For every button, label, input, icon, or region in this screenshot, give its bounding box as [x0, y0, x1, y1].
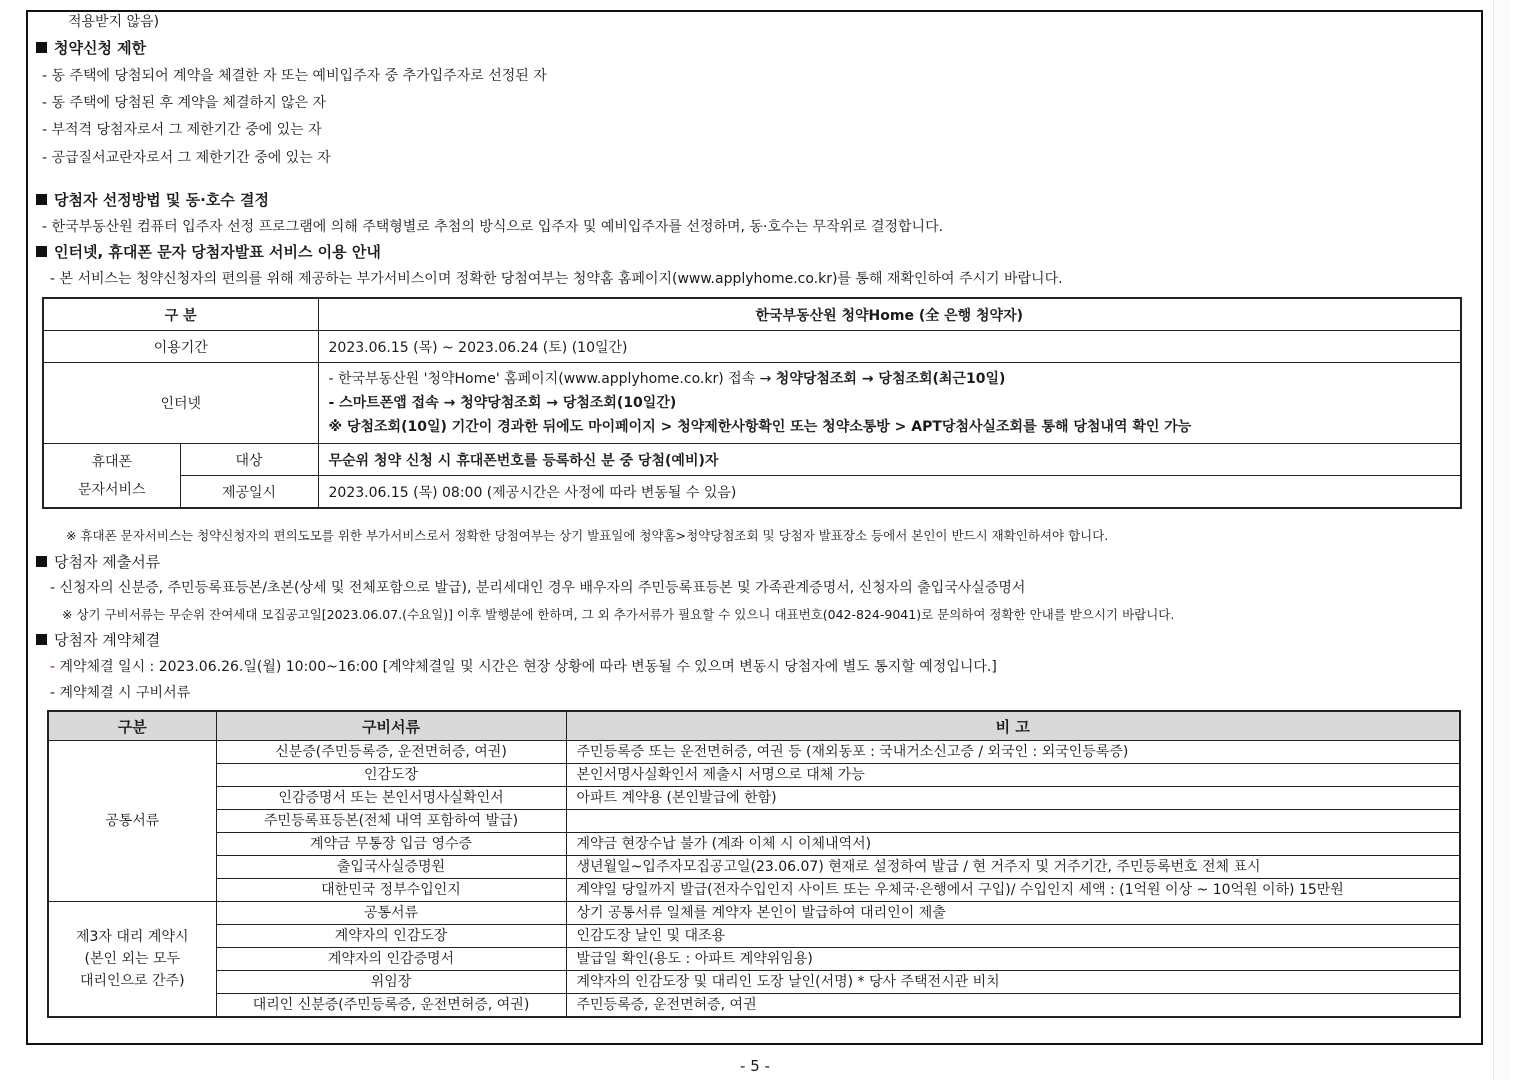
- continued-text: 적용받지 않음): [68, 14, 160, 30]
- internet-line-1: - 한국부동산원 '청약Home' 홈페이지(www.applyhome.co.kr) 접속 →: [328, 371, 776, 387]
- header-gubun: 구 분: [43, 298, 318, 331]
- table-row: [43, 476, 1461, 509]
- doc-cell: 대리인 신분증(주민등록증, 운전면허증, 여권): [216, 994, 566, 1018]
- section-heading-documents: 당첨자 제출서류: [36, 552, 160, 572]
- provide-date-value: 2023.06.15 (목) 08:00 (제공시간은 사정에 따라 변동될 수 있음): [318, 476, 1461, 509]
- provide-date-label: 제공일시: [180, 476, 318, 509]
- restriction-item: - 동 주택에 당첨된 후 계약을 체결하지 않은 자: [42, 95, 327, 111]
- restriction-item: - 동 주택에 당첨되어 계약을 체결한 자 또는 예비입주자 중 추가입주자로 선정된 자: [42, 68, 547, 84]
- scrollbar-track[interactable]: [1493, 0, 1510, 1080]
- doc-cell: 주민등록표등본(전체 내역 포함하여 발급): [216, 810, 566, 833]
- doc-cell: 신분증(주민등록증, 운전면허증, 여권): [216, 741, 566, 764]
- internet-line-2: - 스마트폰앱 접속 → 청약당첨조회 → 당첨조회(10일간): [328, 395, 677, 411]
- table-row: [48, 948, 1460, 971]
- note-cell: 아파트 계약용 (본인발급에 한함): [566, 787, 1460, 810]
- note-cell: 인감도장 날인 및 대조용: [566, 925, 1460, 948]
- table-row: [43, 444, 1461, 476]
- doc-cell: 인감도장: [216, 764, 566, 787]
- note-cell: 본인서명사실확인서 제출시 서명으로 대체 가능: [566, 764, 1460, 787]
- table-row: [48, 994, 1460, 1018]
- doc-cell: 공통서류: [216, 902, 566, 925]
- contract-documents-label: - 계약체결 시 구비서류: [50, 685, 191, 701]
- mobile-service-label: 휴대폰 문자서비스: [43, 444, 180, 509]
- doc-cell: 계약자의 인감도장: [216, 925, 566, 948]
- doc-cell: 위임장: [216, 971, 566, 994]
- announcement-service-table: [42, 297, 1462, 509]
- doc-cell: 출입국사실증명원: [216, 856, 566, 879]
- table-row: [48, 787, 1460, 810]
- mobile-service-note: ※ 휴대폰 문자서비스는 청약신청자의 편의도모를 위한 부가서비스로서 정확한 당첨여부는 상기 발표일에 청약홈>청약당첨조회 및 당첨자 발표장소 등에서 본인이 반드시 재확인하셔야 합니다.: [66, 528, 1109, 543]
- table-row: [48, 741, 1460, 764]
- square-bullet-icon: [36, 42, 47, 53]
- section-heading-contract: 당첨자 계약체결: [36, 630, 160, 650]
- internet-label: 인터넷: [43, 363, 318, 444]
- table-row: [48, 879, 1460, 902]
- square-bullet-icon: [36, 194, 47, 205]
- table-row: [48, 925, 1460, 948]
- group-proxy-contract: 제3자 대리 계약시 (본인 외는 모두 대리인으로 간주): [48, 902, 216, 1018]
- period-label: 이용기간: [43, 331, 318, 363]
- header-remarks: 비 고: [566, 711, 1460, 741]
- note-cell: 계약자의 인감도장 및 대리인 도장 날인(서명) * 당사 주택전시관 비치: [566, 971, 1460, 994]
- documents-text: - 신청자의 신분증, 주민등록표등본/초본(상세 및 전체포함으로 발급), 분리세대인 경우 배우자의 주민등록표등본 및 가족관계증명서, 신청자의 출입국사실증명서: [50, 580, 1026, 596]
- period-value: 2023.06.15 (목) ~ 2023.06.24 (토) (10일간): [318, 331, 1461, 363]
- contract-date-text: - 계약체결 일시 : 2023.06.26.일(월) 10:00~16:00 [계약체결일 및 시간은 현장 상황에 따라 변동될 수 있으며 변동시 당첨자에 별도 통지할 예정입니다.]: [50, 659, 997, 675]
- table-row: [48, 810, 1460, 833]
- note-cell: 상기 공통서류 일체를 계약자 본인이 발급하여 대리인이 제출: [566, 902, 1460, 925]
- header-category: 구분: [48, 711, 216, 741]
- section-heading-winner-selection: 당첨자 선정방법 및 동·호수 결정: [36, 190, 269, 210]
- internet-value: [318, 363, 1461, 444]
- section-heading-announcement-service: 인터넷, 휴대폰 문자 당첨자발표 서비스 이용 안내: [36, 242, 381, 262]
- note-cell: 생년월일~입주자모집공고일(23.06.07) 현재로 설정하여 발급 / 현 거주지 및 거주기간, 주민등록번호 전체 표시: [566, 856, 1460, 879]
- table-row: [48, 833, 1460, 856]
- restriction-item: - 부적격 당첨자로서 그 제한기간 중에 있는 자: [42, 122, 322, 138]
- note-cell: 계약일 당일까지 발급(전자수입인지 사이트 또는 우체국·은행에서 구입)/ 수입인지 세액 : (1억원 이상 ~ 10억원 이하) 15만원: [566, 879, 1460, 902]
- table-row: [43, 331, 1461, 363]
- doc-cell: 계약금 무통장 입금 영수증: [216, 833, 566, 856]
- note-cell: [566, 810, 1460, 833]
- announcement-service-text: - 본 서비스는 청약신청자의 편의를 위해 제공하는 부가서비스이며 정확한 당첨여부는 청약홈 홈페이지(www.applyhome.co.kr)를 통해 재확인하여 주시기 바랍니다.: [50, 271, 1063, 287]
- note-cell: 주민등록증, 운전면허증, 여권: [566, 994, 1460, 1018]
- target-label: 대상: [180, 444, 318, 476]
- restriction-item: - 공급질서교란자로서 그 제한기간 중에 있는 자: [42, 150, 331, 166]
- square-bullet-icon: [36, 246, 47, 257]
- section-heading-subscription-restriction: 청약신청 제한: [36, 38, 146, 58]
- table-row: [48, 856, 1460, 879]
- table-row: [43, 363, 1461, 444]
- doc-cell: 인감증명서 또는 본인서명사실확인서: [216, 787, 566, 810]
- note-cell: 발급일 확인(용도 : 아파트 계약위임용): [566, 948, 1460, 971]
- note-cell: 주민등록증 또는 운전면허증, 여권 등 (재외동포 : 국내거소신고증 / 외국인 : 외국인등록증): [566, 741, 1460, 764]
- header-documents: 구비서류: [216, 711, 566, 741]
- table-header-row: [43, 298, 1461, 331]
- doc-cell: 대한민국 정부수입인지: [216, 879, 566, 902]
- table-row: [48, 971, 1460, 994]
- winner-selection-text: - 한국부동산원 컴퓨터 입주자 선정 프로그램에 의해 주택형별로 추첨의 방식으로 입주자 및 예비입주자를 선정하며, 동·호수는 무작위로 결정합니다.: [42, 219, 944, 235]
- table-header-row: [48, 711, 1460, 741]
- group-common-documents: 공통서류: [48, 741, 216, 902]
- table-row: [48, 764, 1460, 787]
- contract-documents-table: [47, 710, 1461, 1018]
- doc-cell: 계약자의 인감증명서: [216, 948, 566, 971]
- page-number: - 5 -: [740, 1057, 770, 1075]
- target-value: 무순위 청약 신청 시 휴대폰번호를 등록하신 분 중 당첨(예비)자: [318, 444, 1461, 476]
- note-cell: 계약금 현장수납 불가 (계좌 이체 시 이체내역서): [566, 833, 1460, 856]
- square-bullet-icon: [36, 634, 47, 645]
- header-applyhome: 한국부동산원 청약Home (全 은행 청약자): [318, 298, 1461, 331]
- table-row: [48, 902, 1460, 925]
- documents-note: ※ 상기 구비서류는 무순위 잔여세대 모집공고일[2023.06.07.(수요일)] 이후 발행분에 한하며, 그 외 추가서류가 필요할 수 있으니 대표번호(042-824-9041)로 문의하여 정확한 안내를 받으시기 바랍니다.: [62, 607, 1175, 622]
- internet-line-3: ※ 당첨조회(10일) 기간이 경과한 뒤에도 마이페이지 > 청약제한사항확인 또는 청약소통방 > APT당첨사실조회를 통해 당첨내역 확인 가능: [328, 419, 1192, 435]
- internet-line-1-bold: 청약당첨조회 → 당첨조회(최근10일): [775, 371, 1006, 387]
- square-bullet-icon: [36, 556, 47, 567]
